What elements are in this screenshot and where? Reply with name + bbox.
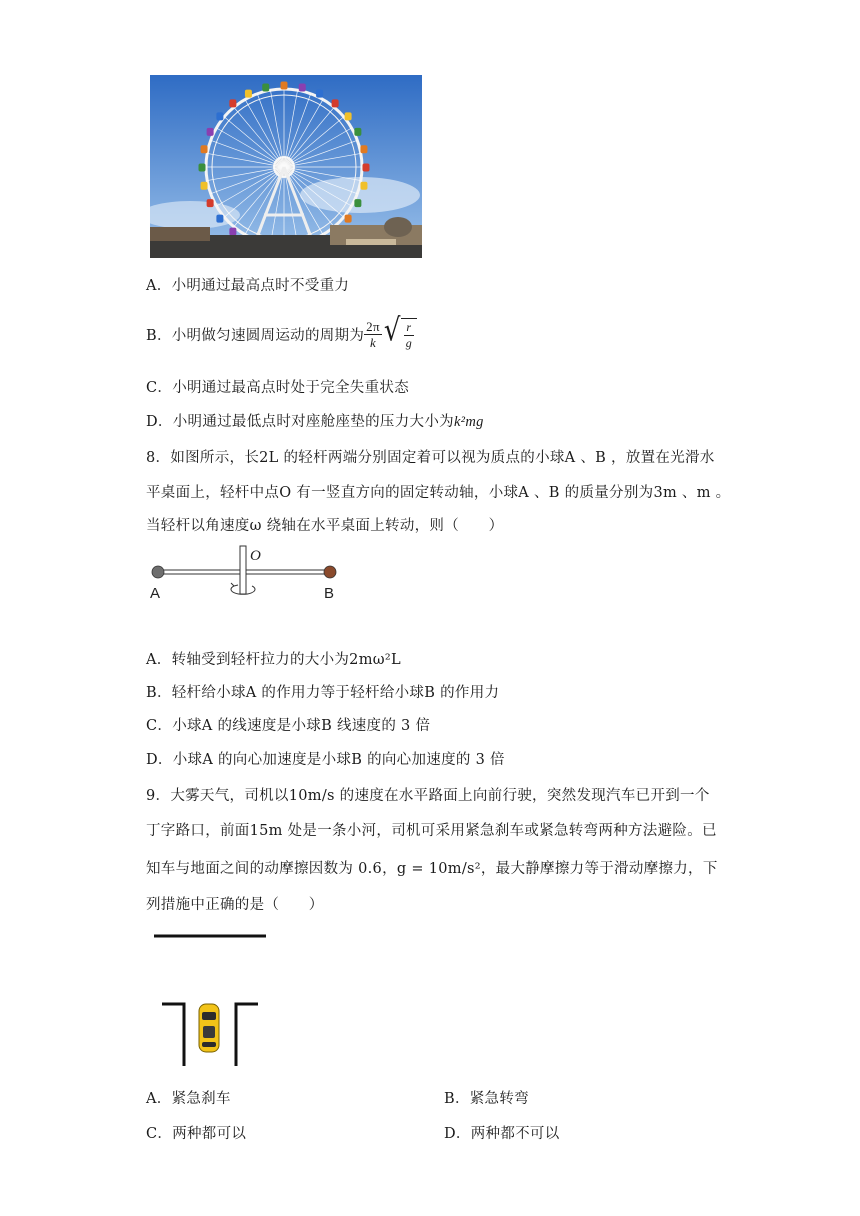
q9-option-d: D．两种都不可以: [444, 1126, 560, 1142]
q7-option-a: A．小明通过最高点时不受重力: [146, 278, 350, 294]
gondola: [345, 215, 352, 223]
gondola: [199, 164, 206, 172]
gondola: [332, 99, 339, 107]
gondola: [363, 164, 370, 172]
q7-option-c: C．小明通过最高点时处于完全失重状态: [146, 380, 409, 396]
gondola: [216, 215, 223, 223]
gondola: [201, 182, 208, 190]
q8-stem-line-1: 8．如图所示，长2L 的轻杆两端分别固定着可以视为质点的小球A 、B ，放置在光滑水: [146, 450, 715, 466]
q9-option-c: C．两种都可以: [146, 1126, 247, 1142]
q8-option-c: C．小球A 的线速度是小球B 线速度的 3 倍: [146, 718, 431, 734]
gondola: [207, 128, 214, 136]
q9-stem-line-1: 9．大雾天气，司机以10m/s 的速度在水平路面上向前行驶，突然发现汽车已开到一个: [146, 788, 710, 804]
gondola: [299, 84, 306, 92]
q9-option-b: B．紧急转弯: [444, 1091, 529, 1107]
ball-a: [152, 566, 164, 578]
q7-option-d-formula: k²mg: [453, 414, 484, 430]
gondola: [360, 182, 367, 190]
gondola: [245, 90, 252, 98]
t-junction-figure: [150, 930, 270, 1070]
q9-stem-line-3: 知车与地面之间的动摩擦因数为 0.6，g = 10m/s²，最大静摩擦力等于滑动摩擦力，下: [146, 861, 718, 877]
gondola: [281, 82, 288, 90]
label-o: O: [250, 548, 261, 564]
q7-option-b-prefix: B．小明做匀速圆周运动的周期为: [146, 328, 365, 344]
ferris-wheel-photo: [150, 75, 422, 258]
gondola: [216, 112, 223, 120]
gondola: [316, 90, 323, 98]
q8-option-d: D．小球A 的向心加速度是小球B 的向心加速度的 3 倍: [146, 752, 505, 768]
q8-stem-line-3: 当轻杆以角速度ω 绕轴在水平桌面上转动，则（ ）: [146, 518, 504, 534]
gondola: [354, 199, 361, 207]
car-icon: [199, 1004, 219, 1052]
q7-option-d: D．小明通过最低点时对座舱座垫的压力大小为k²mg: [146, 414, 484, 430]
label-b: B: [324, 585, 335, 602]
gondola: [360, 145, 367, 153]
q7-option-b: [146, 313, 417, 351]
q9-option-a: A．紧急刹车: [146, 1091, 231, 1107]
gondola: [354, 128, 361, 136]
ball-b: [324, 566, 336, 578]
gondola: [207, 199, 214, 207]
label-a: A: [150, 585, 161, 602]
gondola: [229, 99, 236, 107]
rod-figure: [144, 540, 354, 604]
gondola: [201, 145, 208, 153]
q7-option-b-fraction: $\frac{2\pi}{k}$: [366, 319, 380, 350]
q9-stem-line-4: 列措施中正确的是（ ）: [146, 897, 324, 913]
gondola: [229, 228, 236, 236]
gondola: [262, 84, 269, 92]
q8-option-b: B．轻杆给小球A 的作用力等于轻杆给小球B 的作用力: [146, 685, 500, 701]
gondola: [345, 112, 352, 120]
q8-option-a: A．转轴受到轻杆拉力的大小为2mω²L: [146, 652, 401, 668]
q8-stem-line-2: 平桌面上，轻杆中点O 有一竖直方向的固定转动轴，小球A 、B 的质量分别为3m 、m 。: [146, 485, 731, 501]
q7-option-b-sqrt: √ $\frac{r}{g}$: [384, 318, 417, 351]
q9-stem-line-2: 丁字路口，前面15m 处是一条小河，司机可采用紧急刹车或紧急转弯两种方法避险。已: [146, 823, 717, 839]
